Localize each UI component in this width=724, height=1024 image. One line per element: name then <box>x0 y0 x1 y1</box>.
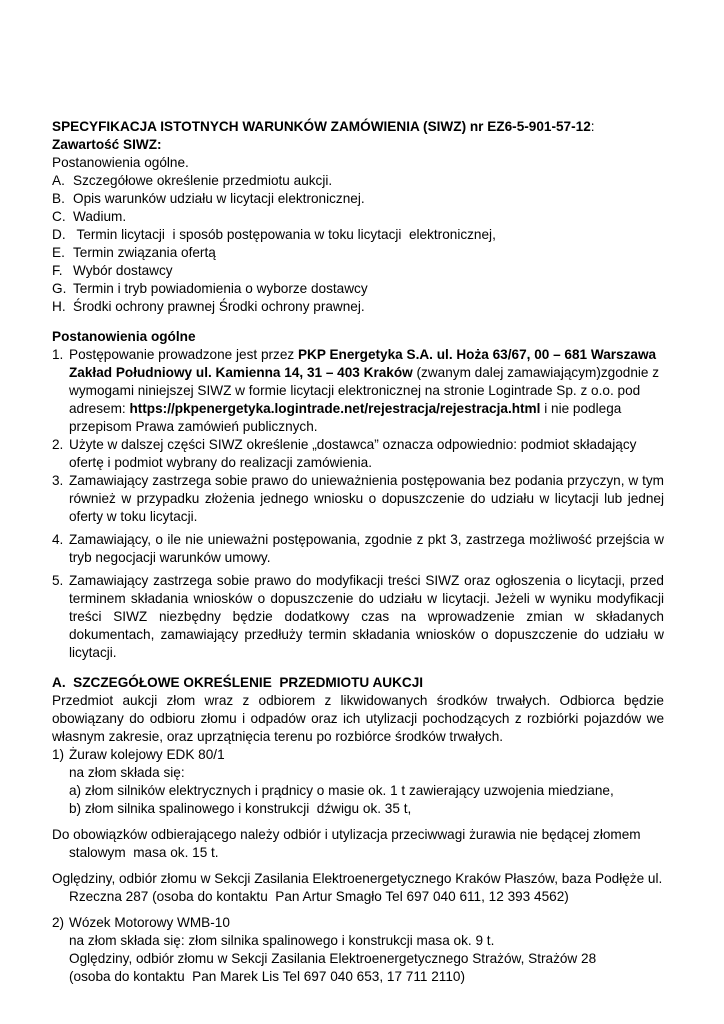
toc-letter: B. <box>52 191 65 206</box>
auction-item-detail: (osoba do kontaktu Pan Marek Lis Tel 697 040 653, 17 711 2110) <box>69 969 466 984</box>
auction-item-detail: b) złom silnika spalinowego i konstrukcji dźwigu ok. 35 t, <box>69 801 412 816</box>
contents-intro: Postanowienia ogólne. <box>52 155 189 170</box>
document-title-suffix: : <box>590 119 595 134</box>
toc-text: Wybór dostawcy <box>73 263 173 278</box>
auction-item-detail: Oględziny, odbiór złomu w Sekcji Zasilania Elektroenergetycznego Strażów, Strażów 28 <box>69 951 597 966</box>
toc-text: Wadium. <box>73 209 127 224</box>
toc-item-a <box>52 172 664 190</box>
toc-item-d <box>52 226 664 244</box>
toc-text: Opis warunków udziału w licytacji elektronicznej. <box>73 191 365 206</box>
provision-number: 4. <box>52 532 64 547</box>
toc-letter: E. <box>52 245 65 260</box>
toc-text: Termin licytacji i sposób postępowania w toku licytacji elektronicznej, <box>73 227 496 242</box>
auction-item-detail: na złom składa się: <box>69 765 185 780</box>
toc-item-c <box>52 208 664 226</box>
auction-item-detail: na złom składa się: złom silnika spalinowego i konstrukcji masa ok. 9 t. <box>69 933 495 948</box>
provision-text: Postępowanie prowadzone jest przez PKP Energetyka S.A. ul. Hoża 63/67, 00 – 681 Warszawa Zakład Południowy ul. Kamienna 14, 31 – 403 Kraków (zwanym dalej zamawiającym)zgodnie z wymogami niniejszej SIWZ w formie licytacji elektronicznej na stronie Logintrade Sp. z o.o. pod adresem: https://pkpenergetyka.logintrade.net/rejestracja/rejestracja.html i nie podlega przepisom Prawa zamówień publicznych. <box>69 347 660 434</box>
auction-item-2 <box>52 914 664 986</box>
toc-letter: D. <box>52 227 66 242</box>
auction-item-number: 1) <box>52 747 65 762</box>
toc-item-e <box>52 244 664 262</box>
toc-text: Termin związania ofertą <box>73 245 216 260</box>
auction-item-title: Żuraw kolejowy EDK 80/1 <box>69 747 225 762</box>
provision-item-4 <box>52 531 664 567</box>
inspection-note: Oględziny, odbiór złomu w Sekcji Zasilania Elektroenergetycznego Kraków Płaszów, baza Podłęże ul. Rzeczna 287 (osoba do kontaktu Pan Artur Smagło Tel 697 040 611, 12 393 4562) <box>52 871 667 904</box>
auction-item-title: Wózek Motorowy WMB-10 <box>69 915 230 930</box>
toc-letter: H. <box>52 299 66 314</box>
contents-heading: Zawartość SIWZ: <box>52 137 162 152</box>
toc-text: Szczegółowe określenie przedmiotu aukcji. <box>73 173 333 188</box>
provision-text: Zamawiający zastrzega sobie prawo do modyfikacji treści SIWZ oraz ogłoszenia o licytacji, przed terminem składania wniosków o dopuszczenie do udziału w licytacji. Jeżeli w wyniku modyfikacji treści SIWZ niezbędny będzie dodatkowy czas na wprowadzenie zmian w składanych dokumentach, zamawiający przedłuży termin składania wniosków o dopuszczenie do udziału w licytacji. <box>69 573 664 660</box>
general-provisions-heading: Postanowienia ogólne <box>52 329 196 344</box>
registration-link[interactable]: https://pkpenergetyka.logintrade.net/rejestracja/rejestracja.html <box>129 401 541 416</box>
provision-number: 1. <box>52 347 64 362</box>
provision-item-2 <box>52 436 664 472</box>
section-a-heading: A. SZCZEGÓŁOWE OKREŚLENIE PRZEDMIOTU AUKCJI <box>52 675 424 690</box>
provision-text: Zamawiający, o ile nie unieważni postępowania, zgodnie z pkt 3, zastrzega możliwość przejścia w tryb negocjacji warunków umowy. <box>69 532 664 565</box>
toc-item-b <box>52 190 664 208</box>
organizer-name: PKP Energetyka S.A. ul. Hoża 63/67, 00 – 681 Warszawa Zakład Południowy ul. Kamienna 14, 31 – 403 Kraków <box>69 347 657 380</box>
document-title-text: SPECYFIKACJA ISTOTNYCH WARUNKÓW ZAMÓWIENIA (SIWZ) nr EZ6-5-901-57-12 <box>52 119 591 134</box>
auction-item-body <box>69 914 664 986</box>
provision-number: 3. <box>52 473 64 488</box>
section-a-intro: Przedmiot aukcji złom wraz z odbiorem z likwidowanych środków trwałych. Odbiorca będzie obowiązany do odbioru złomu i odpadów oraz ich utylizacji pochodzących z rozbiórki pojazdów we własnym zakresie, oraz uprzątnięcia terenu po rozbiórce środków trwałych. <box>52 693 664 744</box>
toc-item-f <box>52 262 664 280</box>
provision-number: 2. <box>52 437 64 452</box>
provision-text: Zamawiający zastrzega sobie prawo do unieważnienia postępowania bez podania przyczyn, w tym również w przypadku złożenia jednego wniosku o dopuszczenie do udziału w licytacji lub jednej oferty w toku licytacji. <box>69 473 664 524</box>
toc-letter: A. <box>52 173 65 188</box>
toc-text: Środki ochrony prawnej Środki ochrony prawnej. <box>73 299 365 314</box>
provision-text: Użyte w dalszej części SIWZ określenie „dostawca” oznacza odpowiednio: podmiot składający ofertę i podmiot wybrany do realizacji zamówienia. <box>69 437 637 470</box>
toc-letter: C. <box>52 209 66 224</box>
provision-item-5 <box>52 572 664 662</box>
toc-letter: F. <box>52 263 63 278</box>
provision-item-1 <box>52 346 664 436</box>
toc-letter: G. <box>52 281 67 296</box>
toc-text: Termin i tryb powiadomienia o wyborze dostawcy <box>73 281 368 296</box>
provision-number: 5. <box>52 573 64 588</box>
auction-item-detail: a) złom silników elektrycznych i prądnicy o masie ok. 1 t zawierający uzwojenia miedziane, <box>69 783 614 798</box>
document-body <box>52 118 667 986</box>
auction-item-1 <box>52 746 664 818</box>
provision-item-3 <box>52 472 664 526</box>
obligation-note: Do obowiązków odbierającego należy odbiór i utylizacja przeciwwagi żurawia nie będącej złomem stalowym masa ok. 15 t. <box>52 827 645 860</box>
toc-item-h <box>52 298 664 316</box>
document-title <box>52 118 664 136</box>
auction-item-number: 2) <box>52 915 65 930</box>
table-of-contents <box>52 172 664 316</box>
toc-item-g <box>52 280 664 298</box>
auction-item-body <box>69 746 664 818</box>
